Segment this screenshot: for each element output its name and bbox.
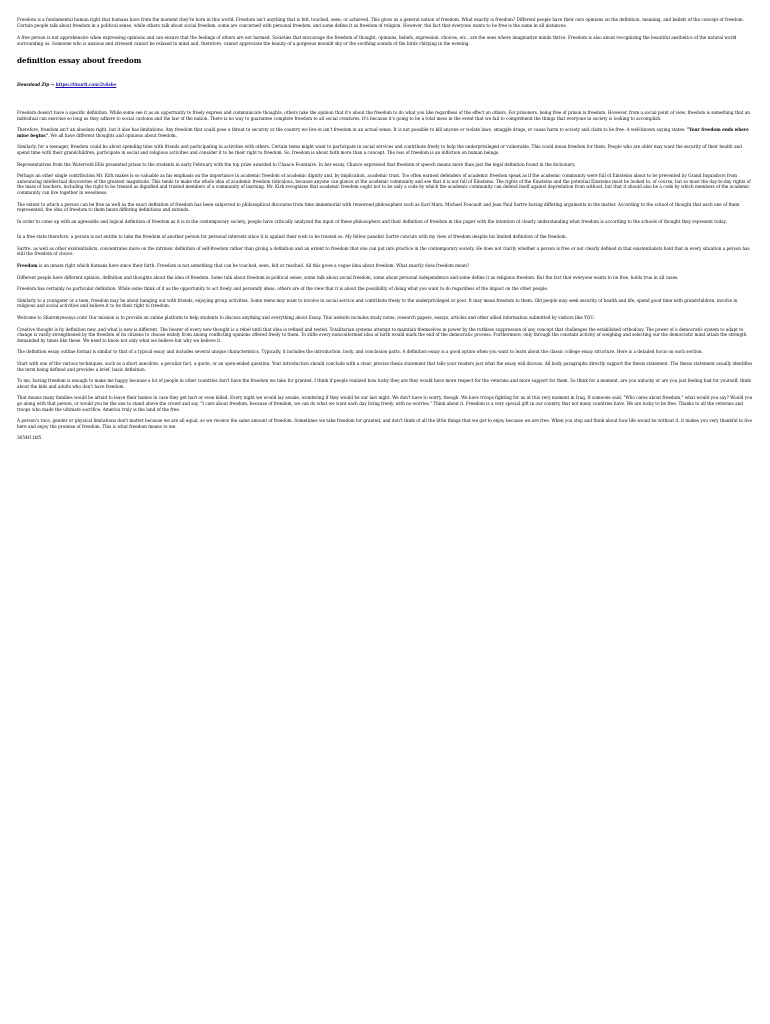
intro-paragraph: A free person is not apprehensive when expressing opinions and can ensure that the feelings of others are not harmed. Societies that encourage the freedom of thought, opinions, beliefs, expression, choices, etc., are the ones where imaginative minds thrive. Freedom is also about recognizing the beautiful aesthetics of the natural world surrounding us. Someone who is anxious and stressed cannot be relaxed in mind and, therefore, cannot appreciate the beauty of a gorgeous moonlit sky or the soothing sounds of the birds chirping in the evening. [17, 35, 737, 46]
paragraph-text: is an innate right which humans have since their birth. Freedom is not something that can be touched, seen, felt or reached. All this gives a vague idea about freedom. What exactly does freedom mean? [37, 263, 470, 269]
download-link[interactable]: https://tinurli.com/2v6sbe [55, 82, 117, 88]
closing-code: 3654f11bf5 [17, 435, 42, 441]
page-title: definition essay about freedom [17, 56, 142, 66]
body-paragraph [17, 263, 753, 269]
body-paragraph: In order to come up with an agreeable and logical definition of freedom as it is in the contemporary society, people have critically analyzed the input of these philosophers and their definition of freedom in this paper with the intention of clearly understanding what freedom is according to the schools of thought they represent today. [17, 218, 727, 224]
body-paragraph: Creative thought is by definition new, and what is new is different. The bearer of every new thought is a rebel until that idea is refined and tested. Totalitarian systems attempt to maintain themselves in power by the ruthless suppression of any concept that challenges the established orthodoxy. The power of a democratic system to adapt to change is vastly strengthened by the freedom of its citizens to choose widely from among conflicting opinions offered freely to them. To stifle every nonconformist idea at birth would mark the end of the democratic process. Furthermore, only through the constant activity of weighing and selecting our the democratic mind attain the strength demanded by times like these. We need to know not only what we believe but why we believe it. [17, 326, 747, 343]
body-paragraph [17, 127, 753, 138]
body-paragraph: Freedom doesn't have a specific definition. While some see it as an opportunity to freely express and communicate thoughts, others take the opinion that it's about the freedom to do what you like regardless of the effect on others. For prisoners, being free of prison is freedom. However, from a social point of view, freedom is something that an individual can exercise so long as they adhere to social customs and the law of the nation. There is no way to guarantee complete freedom to all social creatures. It's because it's going to be a total mess in the event that we fail to comprehend the things that everyone in society is looking to accomplish. [17, 109, 750, 121]
download-line [17, 82, 753, 88]
body-paragraph: Welcome to Sharemyessays.com! Our mission is to provide an online platform to help students to discuss anything and everything about Essay. This website includes study notes, research papers, essays, articles and other allied information submitted by visitors like YOU. [17, 315, 595, 321]
body-paragraph: A person's race, gender or physical limitations don't matter because we are all equal, so we receive the same amount of freedom. Sometimes we take freedom for granted, and don't think of all the little things that we get to enjoy because we are free. When you stop and think about how life would be without it, it makes you very thankful to live here and enjoy the promise of freedom. This is what freedom means to me. [17, 418, 752, 429]
body-paragraph: Freedom has certainly no particular definition. While some think of it as the opportunity to act freely and personify ideas, others are of the view that it is about the possibility of doing what you want to do regardless of the impact on the other people. [17, 286, 549, 292]
intro-section [17, 17, 753, 46]
essay-body [17, 110, 753, 441]
paragraph-text: . We all have different thoughts and opinions about freedom. [47, 132, 177, 138]
paragraph-text: Therefore, freedom isn't an absolute right, but it also has limitations. Any freedom that could pose a threat to security or the country we live in isn't freedom in an actual sense. It is not possible to kill anyone or violate laws, smuggle drugs, or cause harm to society and claim to be free. A well-known saying states: [17, 127, 687, 133]
body-paragraph: To me, having freedom is enough to make me happy because a lot of people in other countries don't have the freedom we take for granted. I think if people realized how lucky they are they would have more respect for the veterans and more support for them. So think for a moment, are you unlucky or are you just feeling bad for yourself, think about the kids and adults who don't have freedom. [17, 378, 751, 389]
body-paragraph: In a free state therefore, a person is not entitle to take the freedom of another person for personal interests since it is against their wish to be treated so. My fellow panelist Sartre concurs with my view of freedom despite his limited definition of the freedom. [17, 234, 567, 240]
quote-bold: "Your freedom ends where mine begins" [17, 127, 749, 138]
body-paragraph: The definition essay outline format is similar to that of a typical essay and includes several unique characteristics. Typically, it includes the introduction, body, and conclusion parts. A definition essay is a good option when you want to learn about the classic college essay structure. Here is a detailed focus on each section. [17, 349, 703, 355]
body-paragraph: Similarly, for a teenager, freedom could be about spending time with friends and participating in activities with others. Certain teens might want to participate in social services and contribute freely to help the underprivileged or vulnerable. This could mean freedom for them. People who are older may want the security of their health and spend time with their grandchildren, participate in social and religious activities and consider it to be their right to freedom. So, freedom is about faith more than a concept. The loss of freedom is an infliction on human beings. [17, 144, 742, 155]
body-paragraph: Start with one of the various techniques, such as a short anecdote, a peculiar fact, a quote, or an open-ended question. Your introduction should conclude with a clear, precise thesis statement that tells your readers just what the essay will discuss. All body paragraphs directly support the thesis statement. The thesis statement usually identifies the term being defined and provides a brief, basic definition. [17, 361, 753, 372]
download-label: Download Zip → [17, 82, 55, 88]
body-paragraph: Different people have different opinion, definition and thoughts about the idea of freedom. Some talk about freedom in political sense, some talk about social freedom, some about personal independence and some define it as religious freedom. But the fact that everyone wants to be free, holds true in all cases. [17, 274, 679, 280]
body-paragraph: Representatives from the Waterveld Ellis presented prizes to the students in early February with the top prize awarded to Chance Fountaire. In her essay, Chance expressed that freedom of speech means more than just the legal definition found in the dictionary. [17, 161, 576, 167]
body-paragraph: That means many families would be afraid to leave their homes in case they get hurt or even killed. Every night we would lay awake, wondering if they would be our last night. We don't have to worry, though. We have troops fighting for us at this very moment in Iraq. If someone said, "Who cares about freedom," what would you say? Would you go along with that person, or would you be the one to stand above the crowd and say, "I care about freedom, because of freedom, we can do what we want each day living freely, with no worries." Think about it. Freedom is a very special gift in our country that not many countries have. We are lucky to be free. Thanks to all the veterans and troops who made the ultimate sacrifice. America truly is the land of the free. [17, 395, 753, 412]
body-paragraph: Similarly to a youngster or a teen, freedom may be about hanging out with friends, enjoying group activities. Some teens may want to involve in social service and contribute freely to the underprivileged or poor. It may mean freedom to them. Old people may seek security of health and life, spend good time with grandchildren, involve in religious and social activities and believe it to be their right to freedom. [17, 297, 738, 309]
body-paragraph: The extent to which a person can be free as well as the exact definition of freedom has been subjected to philosophical discourse from time immemorial with renowned philosophers such as Karl Marx, Michael Foucault and Jean Paul Sartre having differing arguments in the matter. According to the school of thought that each one of them represented, the idea of freedom to them bears differing definitions and extends. [17, 201, 740, 213]
body-paragraph: Perhaps an other single contribution Mr. Kirk makes is so valuable as his emphasis on the importance in academic freedom of academic dignity and, by implication, academic trust. Too often earnest defenders of academic freedom speak as if the academic community were full of Einsteins about to be prevented by Grand Inquisitors from announcing intellectual discoveries of the greatest magnitude. This tends to make the whole idea of academic freedom ridiculous, because anyone can glance at the academic community and see that it is not full of Einsteins. The rights of the Einsteins and the potential Einsteins must be looked to, of course; but so must the day-to-day rights of the mass of teachers, including the right to be treated as dignified and trusted members of a community of learning. Mr. Kirk recognizes that academic freedom ought not to be only a code by which the academic community can defend itself against depredation from without, but that it should also be a code by which members of the academic community can live together in wesolness. [17, 173, 751, 195]
intro-paragraph: Freedom is a fundamental human right that humans have from the moment they're born in this world. Freedom isn't anything that is felt, touched, seen, or achieved. This gives us a general notion of freedom. What exactly is freedom? Different people have their own opinions on the definition, meaning, and beliefs of the concept of freedom. Certain people talk about freedom in a political sense, while others talk about social freedom, some are concerned with personal freedom, and some define it as freedom of religion. However, the fact that everyone wants to be free is the same in all instances. [17, 17, 744, 28]
body-paragraph: Sartre, as well as other existentialists, concentrates more on the intrinsic definition of self-freedom rather than giving a definition and an extent to freedom that one can put into practice in the contemporary society. He does not clarify whether a person is free or not clearly defined in that existentialists hold that in every situation a person has still the freedom of choice. [17, 245, 750, 257]
term-bold: Freedom [17, 263, 38, 269]
